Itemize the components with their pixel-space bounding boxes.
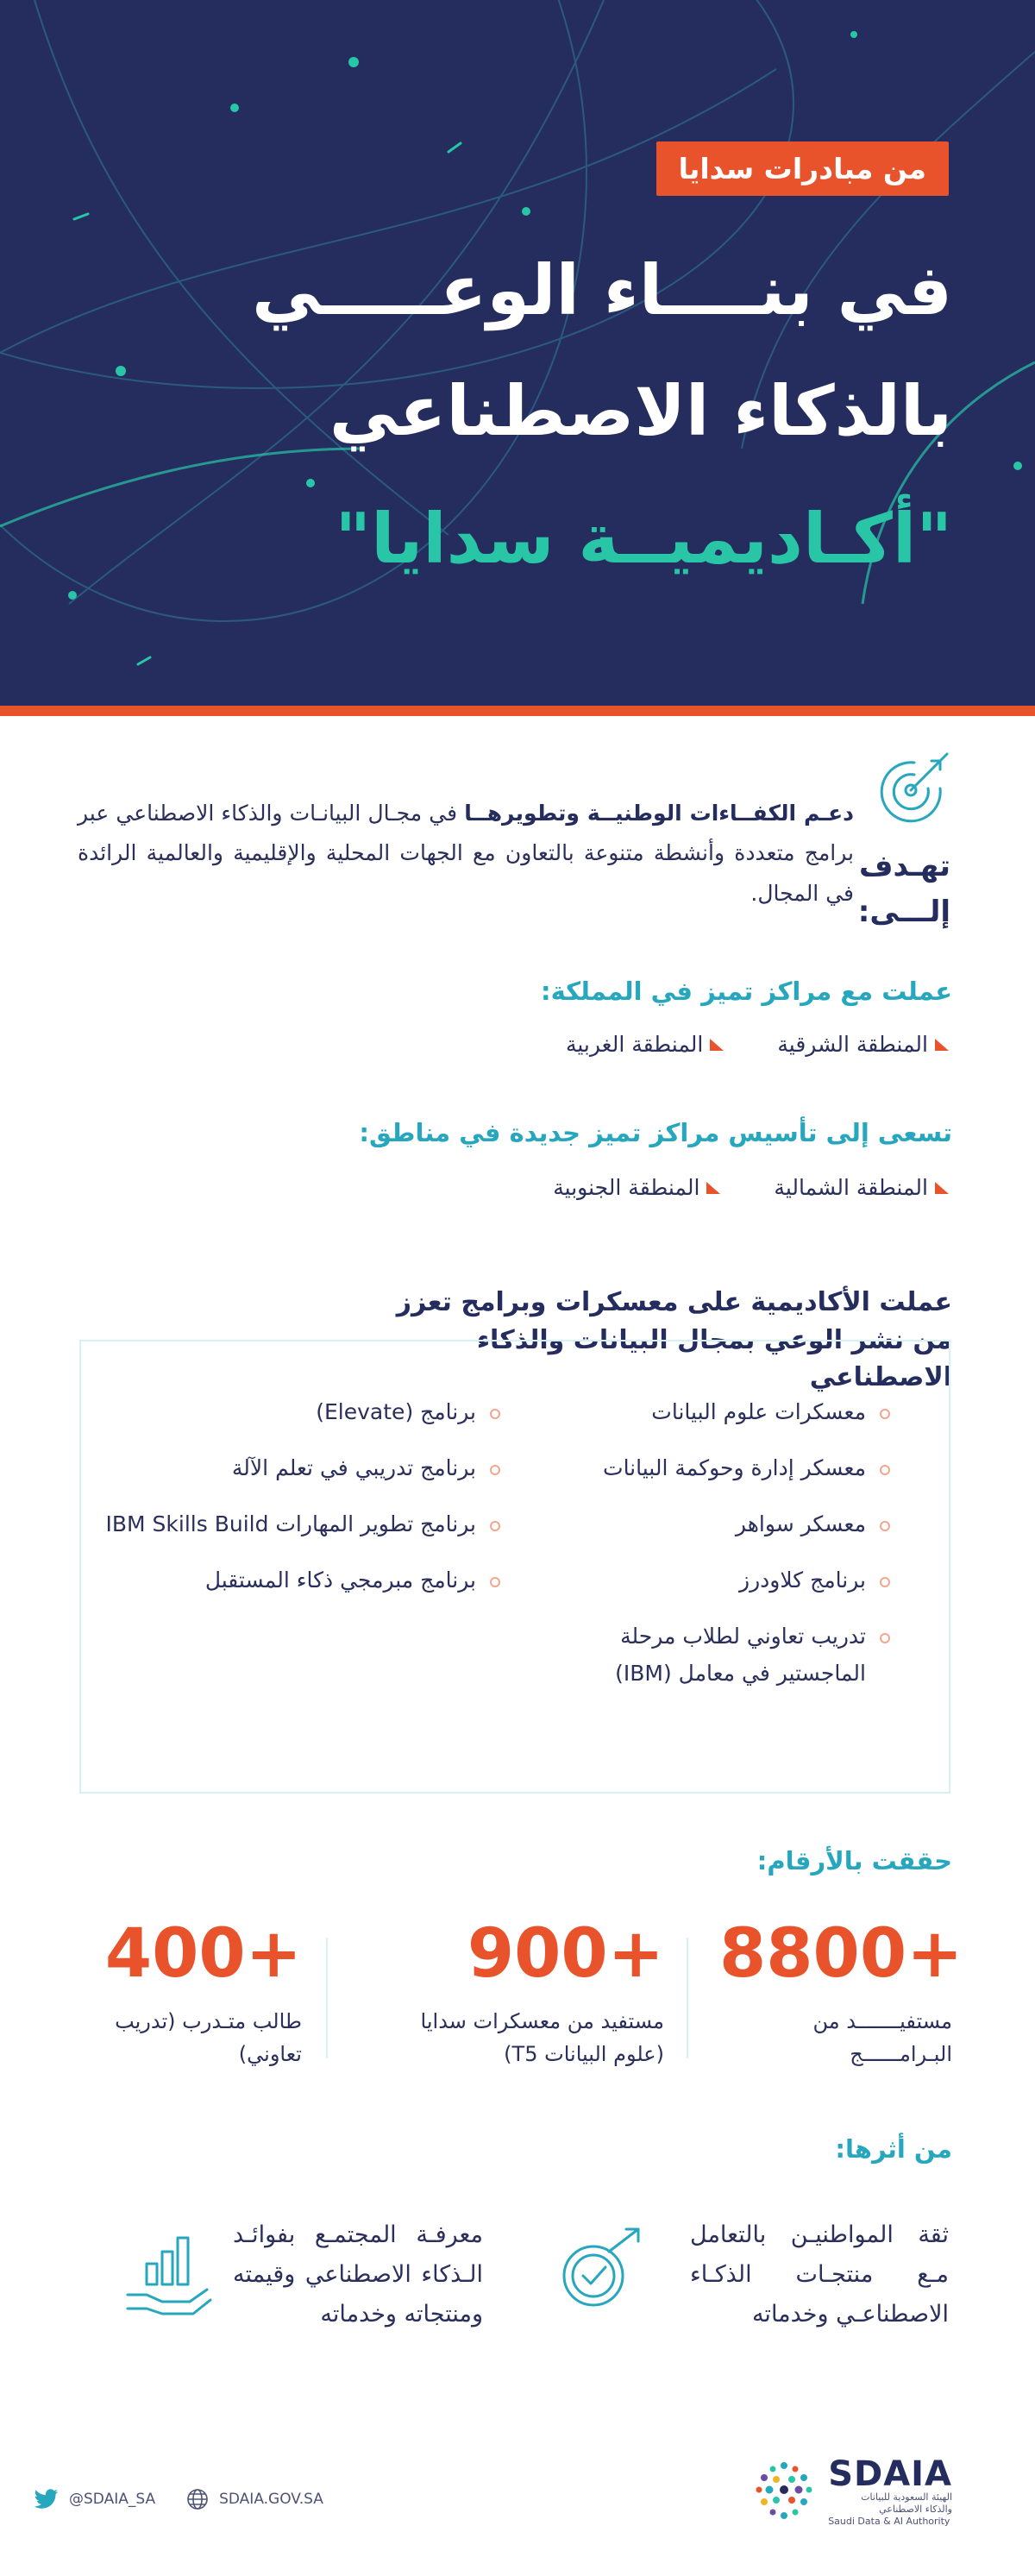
program-item: معسكر إدارة وحوكمة البيانات bbox=[528, 1449, 890, 1486]
stat-label: مستفيـــــــد من البـرامــــــج bbox=[812, 2009, 952, 2067]
program-item: تدريب تعاوني لطلاب مرحلة الماجستير في معامل (IBM) bbox=[528, 1618, 890, 1692]
impact-item-trust: ثقة المواطنيـن بالتعامل مـع منتجـات الذكـاء الاصطناعـي وخدماته bbox=[690, 2221, 949, 2328]
hand-growth-chart-icon bbox=[121, 2222, 216, 2317]
stat-divider bbox=[326, 1938, 328, 2058]
program-item: معسكرات علوم البيانات bbox=[528, 1393, 890, 1430]
sdaia-logo bbox=[750, 2454, 952, 2527]
region-item bbox=[566, 1032, 724, 1057]
hero-title-line-2: بالذكاء الاصطناعي bbox=[329, 371, 952, 451]
programs-box bbox=[79, 1340, 950, 1794]
sdaia-dots-emblem-icon bbox=[750, 2459, 818, 2526]
trust-check-icon bbox=[552, 2222, 647, 2317]
stat-value: 900+ bbox=[467, 1915, 664, 1993]
network-globe-decoration bbox=[0, 0, 1035, 711]
hero-accent-strip bbox=[0, 706, 1035, 716]
impact-item-awareness: معرفـة المجتمـع بفوائـد الـذكاء الاصطناعي وقيمته ومنتجاته وخدماته bbox=[233, 2221, 483, 2328]
region-item bbox=[777, 1032, 949, 1057]
globe-icon bbox=[186, 2488, 209, 2510]
programs-title-line-2: من نشر الوعي بمجال البيانات والذكاء الاصطناعي bbox=[476, 1324, 952, 1392]
logo-subtitle-ar-2: والذكاء الاصطناعي bbox=[879, 2503, 952, 2515]
website-link[interactable]: SDAIA.GOV.SA bbox=[219, 2491, 323, 2508]
stat-value: 400+ bbox=[104, 1915, 302, 1993]
new-centers-title: تسعى إلى تأسيس مراكز تميز جديدة في مناطق: bbox=[359, 1118, 952, 1147]
stat-beneficiaries bbox=[719, 1915, 963, 2071]
initiative-badge: من مبادرات سدايا bbox=[656, 141, 949, 196]
region-label: المنطقة الجنوبية bbox=[553, 1175, 700, 1200]
centers-title: عملت مع مراكز تميز في المملكة: bbox=[540, 977, 952, 1006]
program-item: برنامج كلاودرز bbox=[528, 1561, 890, 1599]
triangle-bullet-icon bbox=[935, 1039, 949, 1051]
new-centers-list bbox=[553, 1175, 949, 1200]
programs-title-line-1: عملت الأكاديمية على معسكرات وبرامج تعزز bbox=[396, 1287, 952, 1317]
program-item: برنامج مبرمجي ذكاء المستقبل bbox=[104, 1561, 500, 1599]
numbers-title: حققت بالأرقام: bbox=[756, 1846, 952, 1875]
impact-title: من أثرها: bbox=[835, 2134, 952, 2164]
stat-trainees bbox=[69, 1915, 302, 2071]
programs-left-column bbox=[104, 1393, 500, 1618]
stat-label: مستفيد من معسكرات سدايا (علوم البيانات T5) bbox=[420, 2009, 664, 2067]
stat-label: طالب متـدرب (تدريب تعاوني) bbox=[115, 2009, 302, 2067]
stat-camp-beneficiaries bbox=[371, 1915, 664, 2071]
logo-subtitle-en: Saudi Data & AI Authority bbox=[828, 2515, 950, 2527]
program-item: معسكر سواهر bbox=[528, 1505, 890, 1542]
hero-banner bbox=[0, 0, 1035, 711]
region-label: المنطقة الشمالية bbox=[774, 1175, 928, 1200]
footer-social bbox=[34, 2488, 323, 2510]
triangle-bullet-icon bbox=[935, 1182, 949, 1194]
goal-label-line-2: إلـــى: bbox=[857, 894, 950, 929]
program-item: برنامج (Elevate) bbox=[104, 1393, 500, 1430]
region-item bbox=[774, 1175, 949, 1200]
intro-text-bold: دعـم الكفــاءات الوطنيــة وتطويرهــا bbox=[464, 801, 854, 826]
target-arrow-icon bbox=[871, 751, 950, 830]
logo-name: SDAIA bbox=[828, 2454, 952, 2494]
hero-title-line-3: "أكـاديميــة سدايا" bbox=[335, 499, 952, 579]
twitter-handle[interactable]: @SDAIA_SA bbox=[69, 2491, 156, 2508]
intro-text bbox=[78, 794, 854, 914]
goal-label bbox=[857, 844, 950, 934]
region-label: المنطقة الغربية bbox=[565, 1032, 704, 1057]
programs-right-column bbox=[528, 1393, 890, 1711]
region-item bbox=[553, 1175, 720, 1200]
triangle-bullet-icon bbox=[706, 1182, 720, 1194]
centers-list bbox=[566, 1032, 949, 1057]
stat-value: 8800+ bbox=[719, 1915, 963, 1993]
logo-subtitle-ar-1: الهيئة السعودية للبيانات bbox=[861, 2491, 952, 2503]
logo-text bbox=[828, 2454, 952, 2527]
stat-divider bbox=[687, 1938, 688, 2058]
program-item: برنامج تطوير المهارات IBM Skills Build bbox=[104, 1505, 500, 1542]
region-label: المنطقة الشرقية bbox=[777, 1032, 928, 1057]
goal-label-line-1: تهـدف bbox=[859, 849, 950, 883]
intro-text-rest: في مجـال البيانـات والذكاء الاصطناعي عبر برامج متعددة وأنشطة متنوعة بالتعاون مع الجهات المحلية والإقليمية والعالمية الرائدة في المجال. bbox=[78, 801, 854, 906]
twitter-icon[interactable] bbox=[34, 2489, 59, 2510]
hero-title-line-1: في بنــــاء الوعـــــي bbox=[252, 250, 952, 330]
triangle-bullet-icon bbox=[710, 1039, 724, 1051]
program-item: برنامج تدريبي في تعلم الآلة bbox=[104, 1449, 500, 1486]
